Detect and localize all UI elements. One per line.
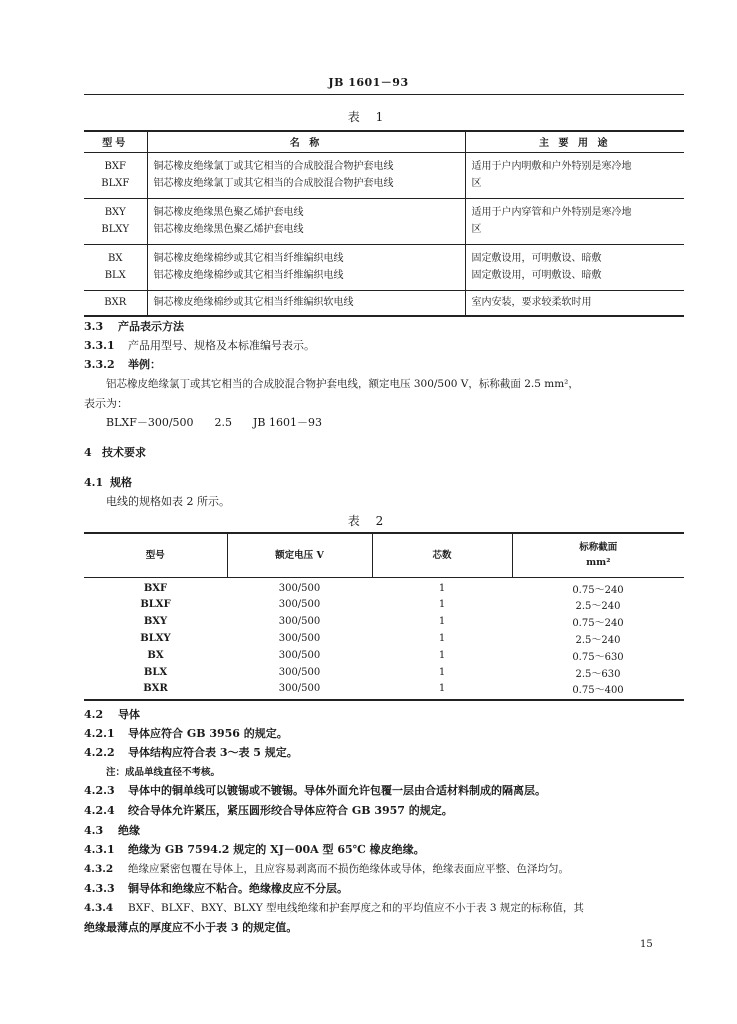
- product-name: 铜芯橡皮绝缘黑色聚乙烯护套电线: [153, 207, 304, 218]
- section-text: 举例：: [128, 358, 161, 371]
- rated-voltage: 300/500: [278, 615, 321, 627]
- rated-voltage: 300/500: [278, 666, 321, 678]
- section-label: 标称截面: [579, 542, 618, 554]
- section-text: 绝缘为 GB 7594.2 规定的 XJ－00A 型 65℃ 橡皮绝缘。: [128, 843, 425, 856]
- section-number: 3.3.2: [84, 358, 115, 371]
- model-code: BXR: [84, 681, 227, 700]
- model-code: BXF: [104, 161, 126, 172]
- rated-voltage: 300/500: [278, 582, 321, 594]
- table1-caption: 表 1: [347, 110, 390, 124]
- section-number: 4.2.3: [84, 784, 115, 797]
- header-rule: [84, 94, 684, 95]
- model-code: BXY: [104, 207, 126, 218]
- rated-voltage: 300/500: [278, 649, 321, 661]
- product-name: 铝芯橡皮绝缘氯丁或其它相当的合成胶混合物护套电线: [153, 178, 394, 189]
- section-4-2-1: [84, 725, 288, 741]
- table-row: [84, 664, 684, 681]
- product-use: 固定敷设用，可明敷设、暗敷: [471, 270, 602, 281]
- model-code: BLXF: [140, 598, 171, 610]
- model-code: BXF: [143, 582, 168, 594]
- product-use: 固定敷设用，可明敷设、暗敷: [471, 253, 602, 264]
- section-heading: 产品表示方法: [118, 320, 184, 333]
- core-count: 1: [438, 666, 446, 678]
- section-text: 导体应符合 GB 3956 的规定。: [128, 727, 288, 740]
- section-4-3-2: [84, 861, 569, 876]
- section-3-3-2: [84, 356, 161, 372]
- section-4-1-text: 电线的规格如表 2 所示。: [106, 495, 230, 508]
- rated-voltage: 300/500: [227, 681, 372, 700]
- cross-section: 0.75～240: [572, 584, 624, 596]
- section-number: 4.3.3: [84, 882, 115, 895]
- section-4-2: [84, 706, 140, 722]
- model-code: BX: [108, 253, 123, 264]
- table-row: [84, 630, 684, 647]
- product-name: 铜芯橡皮绝缘氯丁或其它相当的合成胶混合物护套电线: [153, 161, 394, 172]
- table-row: [84, 647, 684, 664]
- section-number: 4: [84, 446, 92, 459]
- model-code: BLXF: [101, 178, 130, 189]
- section-3-3-1: [84, 337, 315, 353]
- rated-voltage: 300/500: [278, 598, 321, 610]
- section-3-3: [84, 318, 184, 334]
- product-name: 铜芯橡皮绝缘棉纱或其它相当纤维编织软电线: [153, 297, 354, 309]
- section-number: 4.3.2: [84, 863, 114, 875]
- example-text-line2: 表示为：: [84, 397, 128, 410]
- cross-section: 0.75～630: [572, 651, 624, 663]
- table1: [84, 130, 684, 317]
- table-row: [84, 290, 684, 316]
- example-text-line1: 铝芯橡皮绝缘氯丁或其它相当的合成胶混合物护套电线，额定电压 300/500 V，标称截面 2.5 mm²，: [106, 378, 579, 390]
- section-unit: mm²: [586, 557, 611, 569]
- section-4-2-2: [84, 744, 298, 760]
- cross-section: 2.5～240: [575, 634, 621, 646]
- table-row: [84, 681, 684, 700]
- cross-section: 2.5～630: [575, 668, 621, 680]
- section-text: 绞合导体允许紧压，紧压圆形绞合导体应符合 GB 3957 的规定。: [128, 804, 453, 817]
- section-number: 4.2.1: [84, 727, 115, 740]
- section-number: 4.3.4: [84, 902, 114, 914]
- standard-code-header: JB 1601－93: [328, 76, 409, 89]
- core-count: 1: [438, 649, 446, 661]
- table-row: [84, 596, 684, 613]
- model-code: BLXY: [101, 224, 130, 235]
- section-number: 4.3.1: [84, 843, 115, 856]
- section-number: 4.2.2: [84, 746, 115, 759]
- table-row: [84, 198, 684, 244]
- note-text: 注：成品单线直径不考核。: [106, 767, 221, 778]
- core-count: 1: [438, 582, 446, 594]
- section-heading: 导体: [118, 708, 140, 721]
- section-4-3-4: [84, 900, 584, 915]
- table-row: [84, 244, 684, 290]
- section-number: 3.3.1: [84, 339, 115, 352]
- table-row: [84, 152, 684, 198]
- section-number: 4.2.4: [84, 804, 115, 817]
- product-use: 适用于户内明敷和户外特别是寒冷地: [471, 161, 632, 172]
- section-4-3-1: [84, 841, 425, 857]
- table2-header-voltage: 额定电压 V: [227, 533, 372, 577]
- core-count: 1: [438, 615, 446, 627]
- cross-section: 0.75～400: [512, 681, 684, 700]
- model-code: BXY: [143, 615, 168, 627]
- table2-header-row: [84, 533, 684, 577]
- model-code: BX: [147, 649, 164, 661]
- model-code: BLX: [104, 270, 126, 281]
- table2-caption: 表 2: [347, 514, 390, 528]
- core-count: 1: [438, 598, 446, 610]
- section-text: BXF、BLXF、BXY、BLXY 型电线绝缘和护套厚度之和的平均值应不小于表 3 规定的标称值，其: [128, 902, 584, 914]
- section-4-3-4-cont: 绝缘最薄点的厚度应不小于表 3 的规定值。: [84, 921, 298, 934]
- example-code: BLXF－300/500 2.5 JB 1601－93: [106, 416, 322, 429]
- section-4-3-3: [84, 880, 348, 896]
- table1-header-use: 主 要 用 途: [465, 131, 684, 152]
- section-text: 绝缘应紧密包覆在导体上，且应容易剥离而不损伤绝缘体或导体，绝缘表面应平整、色泽均匀。: [128, 863, 569, 875]
- product-use: 区: [471, 224, 482, 235]
- section-text: 产品用型号、规格及本标准编号表示。: [128, 339, 315, 352]
- section-heading: 规格: [110, 476, 132, 489]
- page-number: 15: [640, 939, 653, 950]
- section-text: 导体结构应符合表 3～表 5 规定。: [128, 746, 298, 759]
- product-use: 区: [471, 178, 482, 189]
- section-heading: 绝缘: [118, 824, 140, 837]
- product-name: 铜芯橡皮绝缘棉纱或其它相当纤维编织电线: [153, 253, 344, 264]
- table1-header-model: 型号: [84, 131, 147, 152]
- cross-section: 0.75～240: [572, 617, 624, 629]
- cross-section: 2.5～240: [575, 600, 621, 612]
- core-count: 1: [438, 632, 446, 644]
- rated-voltage: 300/500: [278, 632, 321, 644]
- table2-header-cores: 芯数: [372, 533, 512, 577]
- section-heading: 技术要求: [102, 446, 146, 459]
- model-code: BLXY: [140, 632, 171, 644]
- section-4-3: [84, 822, 140, 838]
- table2-header-section: [512, 533, 684, 577]
- section-4: [84, 444, 146, 460]
- model-code: BLX: [143, 666, 168, 678]
- section-number: 3.3: [84, 320, 104, 333]
- product-name: 铝芯橡皮绝缘黑色聚乙烯护套电线: [153, 224, 304, 235]
- section-4-1: [84, 474, 132, 490]
- section-number: 4.2: [84, 708, 104, 721]
- section-number: 4.1: [84, 476, 104, 489]
- table-row: [84, 577, 684, 596]
- product-use: 室内安装，要求较柔软时用: [471, 297, 592, 309]
- table1-header-row: [84, 131, 684, 152]
- section-4-2-3: [84, 782, 546, 798]
- product-use: 适用于户内穿管和户外特别是寒冷地: [471, 207, 632, 218]
- table-row: [84, 613, 684, 630]
- section-4-2-4: [84, 802, 453, 818]
- table2-header-model: 型号: [84, 533, 227, 577]
- table1-header-name: 名 称: [147, 131, 465, 152]
- section-number: 4.3: [84, 824, 104, 837]
- model-code: BXR: [104, 297, 127, 309]
- section-text: 导体中的铜单线可以镀锡或不镀锡。导体外面允许包覆一层由合适材料制成的隔离层。: [128, 784, 546, 797]
- core-count: 1: [372, 681, 512, 700]
- section-text: 铜导体和绝缘应不粘合。绝缘橡皮应不分层。: [128, 882, 348, 895]
- table2: [84, 532, 684, 701]
- product-name: 铝芯橡皮绝缘棉纱或其它相当纤维编织电线: [153, 270, 344, 281]
